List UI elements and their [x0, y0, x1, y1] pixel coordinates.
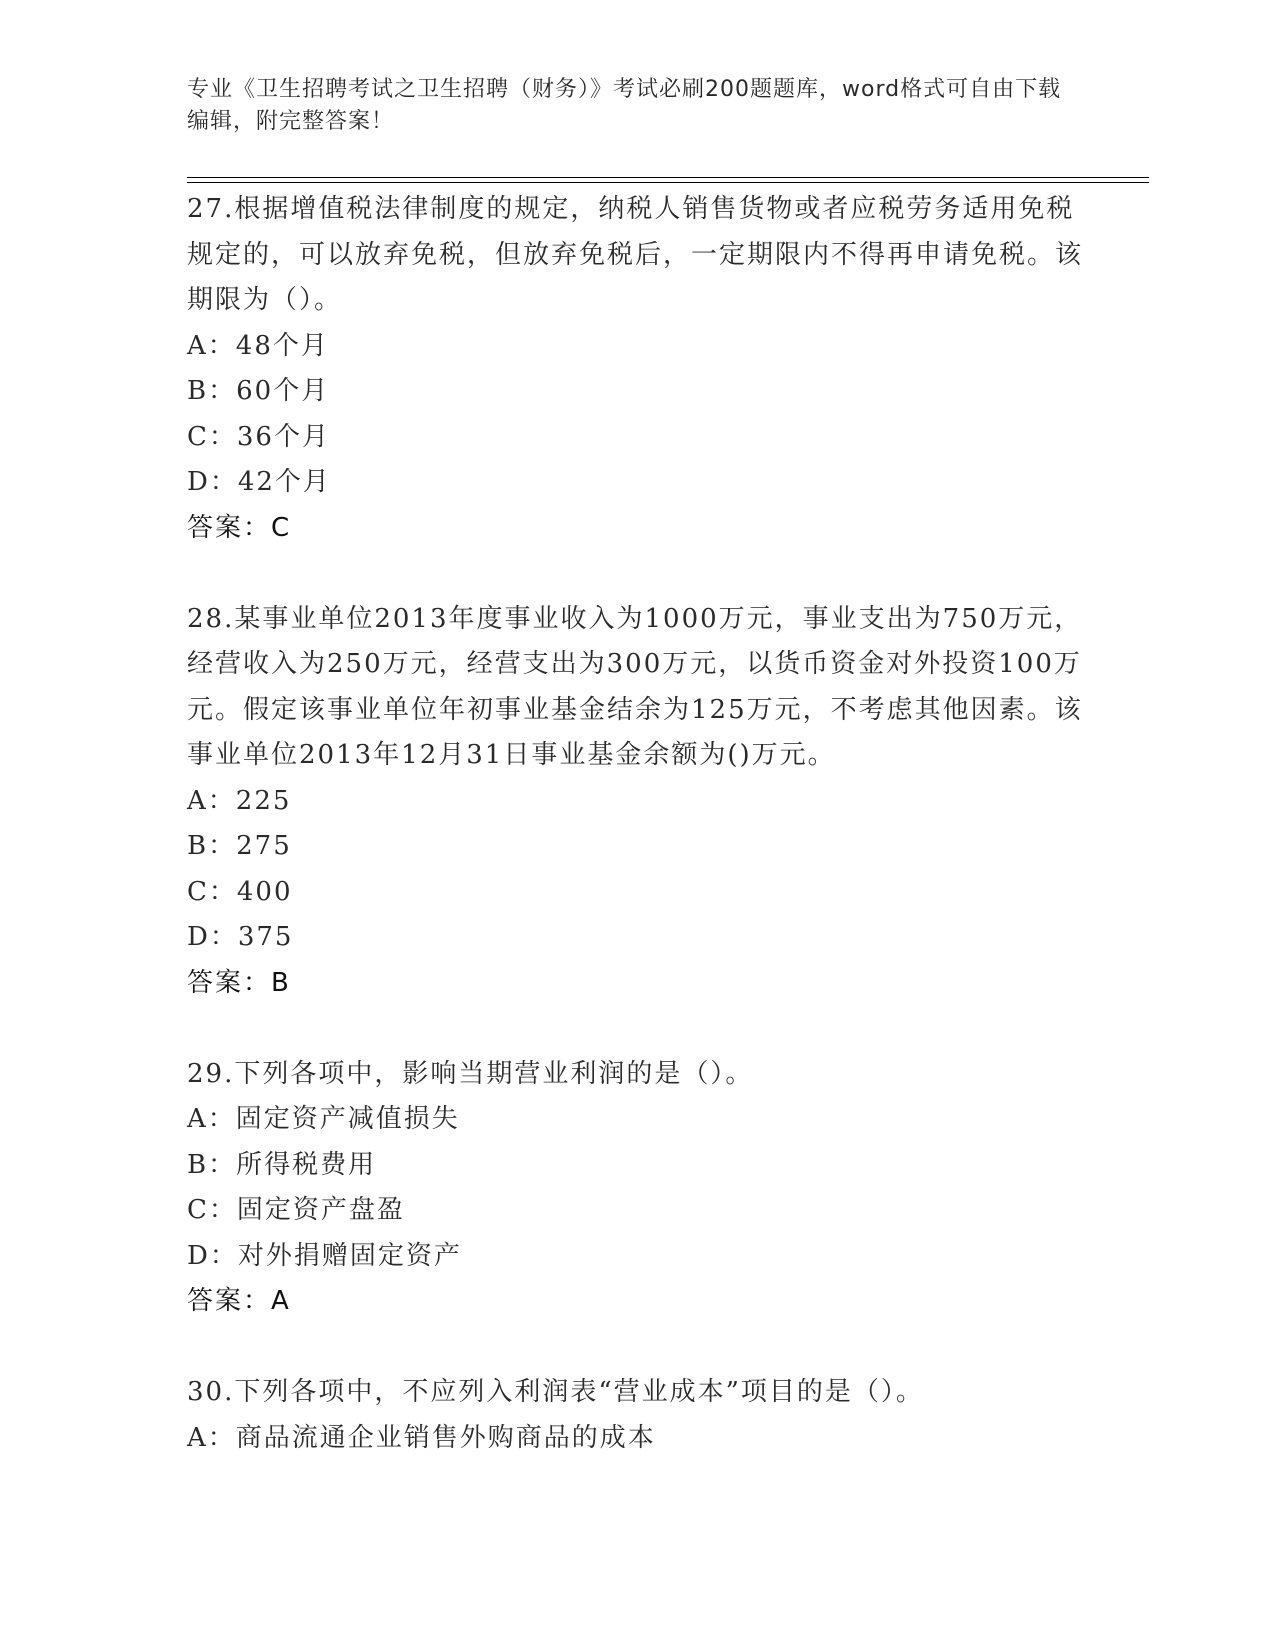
question-27 [187, 187, 1087, 551]
answer-line: 答案：A [187, 1286, 291, 1316]
question-stem: 28.某事业单位2013年度事业收入为1000万元，事业支出为750万元，经营收入为250万元，经营支出为300万元，以货币资金对外投资100万元。假定该事业单位年初事业基金结余为125万元，不考虑其他因素。该事业单位2013年12月31日事业基金余额为()万元。 [187, 603, 1083, 770]
option-c: C：固定资产盘盈 [187, 1195, 405, 1225]
option-a: A：商品流通企业销售外购商品的成本 [187, 1422, 656, 1453]
spacer [187, 551, 1087, 597]
header-divider-bottom [187, 182, 1149, 183]
option-c: C：36个月 [187, 421, 330, 452]
document-intro: 专业《卫生招聘考试之卫生招聘（财务）》考试必刷200题题库，word格式可自由下载编辑，附完整答案！ [187, 77, 1062, 134]
question-30 [187, 1370, 1087, 1461]
question-29 [187, 1052, 1087, 1325]
question-list [187, 187, 1087, 1461]
option-a: A：固定资产减值损失 [187, 1104, 460, 1134]
answer-line: 答案：B [187, 967, 291, 998]
spacer [187, 1325, 1087, 1371]
question-stem: 30.下列各项中，不应列入利润表“营业成本”项目的是（）。 [187, 1377, 924, 1407]
option-b: B：60个月 [187, 376, 330, 406]
option-d: D：对外捐赠固定资产 [187, 1240, 462, 1271]
option-b: B：275 [187, 831, 292, 861]
option-d: D：42个月 [187, 467, 331, 497]
option-d: D：375 [187, 922, 294, 952]
answer-line: 答案：C [187, 512, 292, 543]
option-a: A：225 [187, 785, 292, 816]
option-c: C：400 [187, 876, 293, 907]
option-b: B：所得税费用 [187, 1149, 377, 1180]
question-stem: 29.下列各项中，影响当期营业利润的是（）。 [187, 1058, 754, 1089]
spacer [187, 1006, 1087, 1052]
question-stem: 27.根据增值税法律制度的规定，纳税人销售货物或者应税劳务适用免税规定的，可以放弃免税，但放弃免税后，一定期限内不得再申请免税。该期限为（）。 [187, 194, 1084, 315]
header-divider-top [187, 177, 1149, 178]
question-28 [187, 597, 1087, 1007]
option-a: A：48个月 [187, 330, 329, 361]
